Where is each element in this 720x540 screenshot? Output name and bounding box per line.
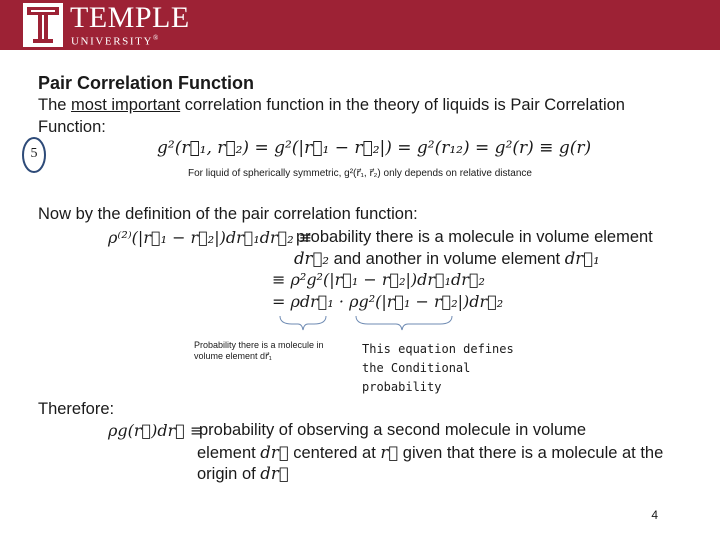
definition-rhs-line1: probability there is a molecule in volume element — [296, 228, 653, 246]
definition-intro: Now by the definition of the pair correlation function: — [38, 205, 418, 223]
intro-line-1: The most important correlation function in the theory of liquids is Pair Correlation — [38, 96, 625, 114]
slide-number-badge: 5 — [21, 136, 47, 174]
intro-line-2: Function: — [38, 118, 106, 136]
page-number: 4 — [651, 508, 658, 522]
temple-t-logo-icon — [23, 3, 63, 47]
therefore-line-2: element dr⃗ centered at r⃗ given that there is a molecule at the — [197, 443, 664, 462]
emphasis-text: most important — [71, 96, 181, 114]
definition-rhs-line2: dr⃗₂ and another in volume element dr⃗₁ — [294, 249, 600, 268]
logo-wordmark: TEMPLE — [70, 1, 190, 34]
header-banner — [0, 0, 720, 50]
equation-note: For liquid of spherically symmetric, g²(r⃗₁, r⃗₂) only depends on relative distance — [188, 168, 532, 179]
equation-main: g²(r⃗₁, r⃗₂) = g²(|r⃗₁ − r⃗₂|) = g²(r₁₂) = g²(r) ≡ g(r) — [157, 138, 592, 158]
therefore-line-1: probability of observing a second molecule in volume — [199, 421, 587, 439]
brace-left-label: Probability there is a molecule in volume element dr⃗₁ — [194, 340, 324, 361]
definition-equation-2: ≡ ρ²g²(|r⃗₁ − r⃗₂|)dr⃗₁dr⃗₂ — [272, 270, 485, 289]
brace-right-label: This equation defines the Conditional probability — [362, 342, 514, 394]
definition-lhs: ρ⁽²⁾(|r⃗₁ − r⃗₂|)dr⃗₁dr⃗₂ ≡ — [108, 228, 313, 247]
therefore-lhs: ρg(r⃗)dr⃗ ≡ — [108, 421, 204, 440]
therefore-line-3: origin of dr⃗ — [197, 464, 289, 483]
definition-equation-3: = ρdr⃗₁ · ρg²(|r⃗₁ − r⃗₂|)dr⃗₂ — [272, 292, 504, 311]
slide-title: Pair Correlation Function — [38, 73, 255, 93]
therefore-label: Therefore: — [38, 400, 115, 418]
logo-subtitle: UNIVERSITY® — [71, 34, 160, 48]
